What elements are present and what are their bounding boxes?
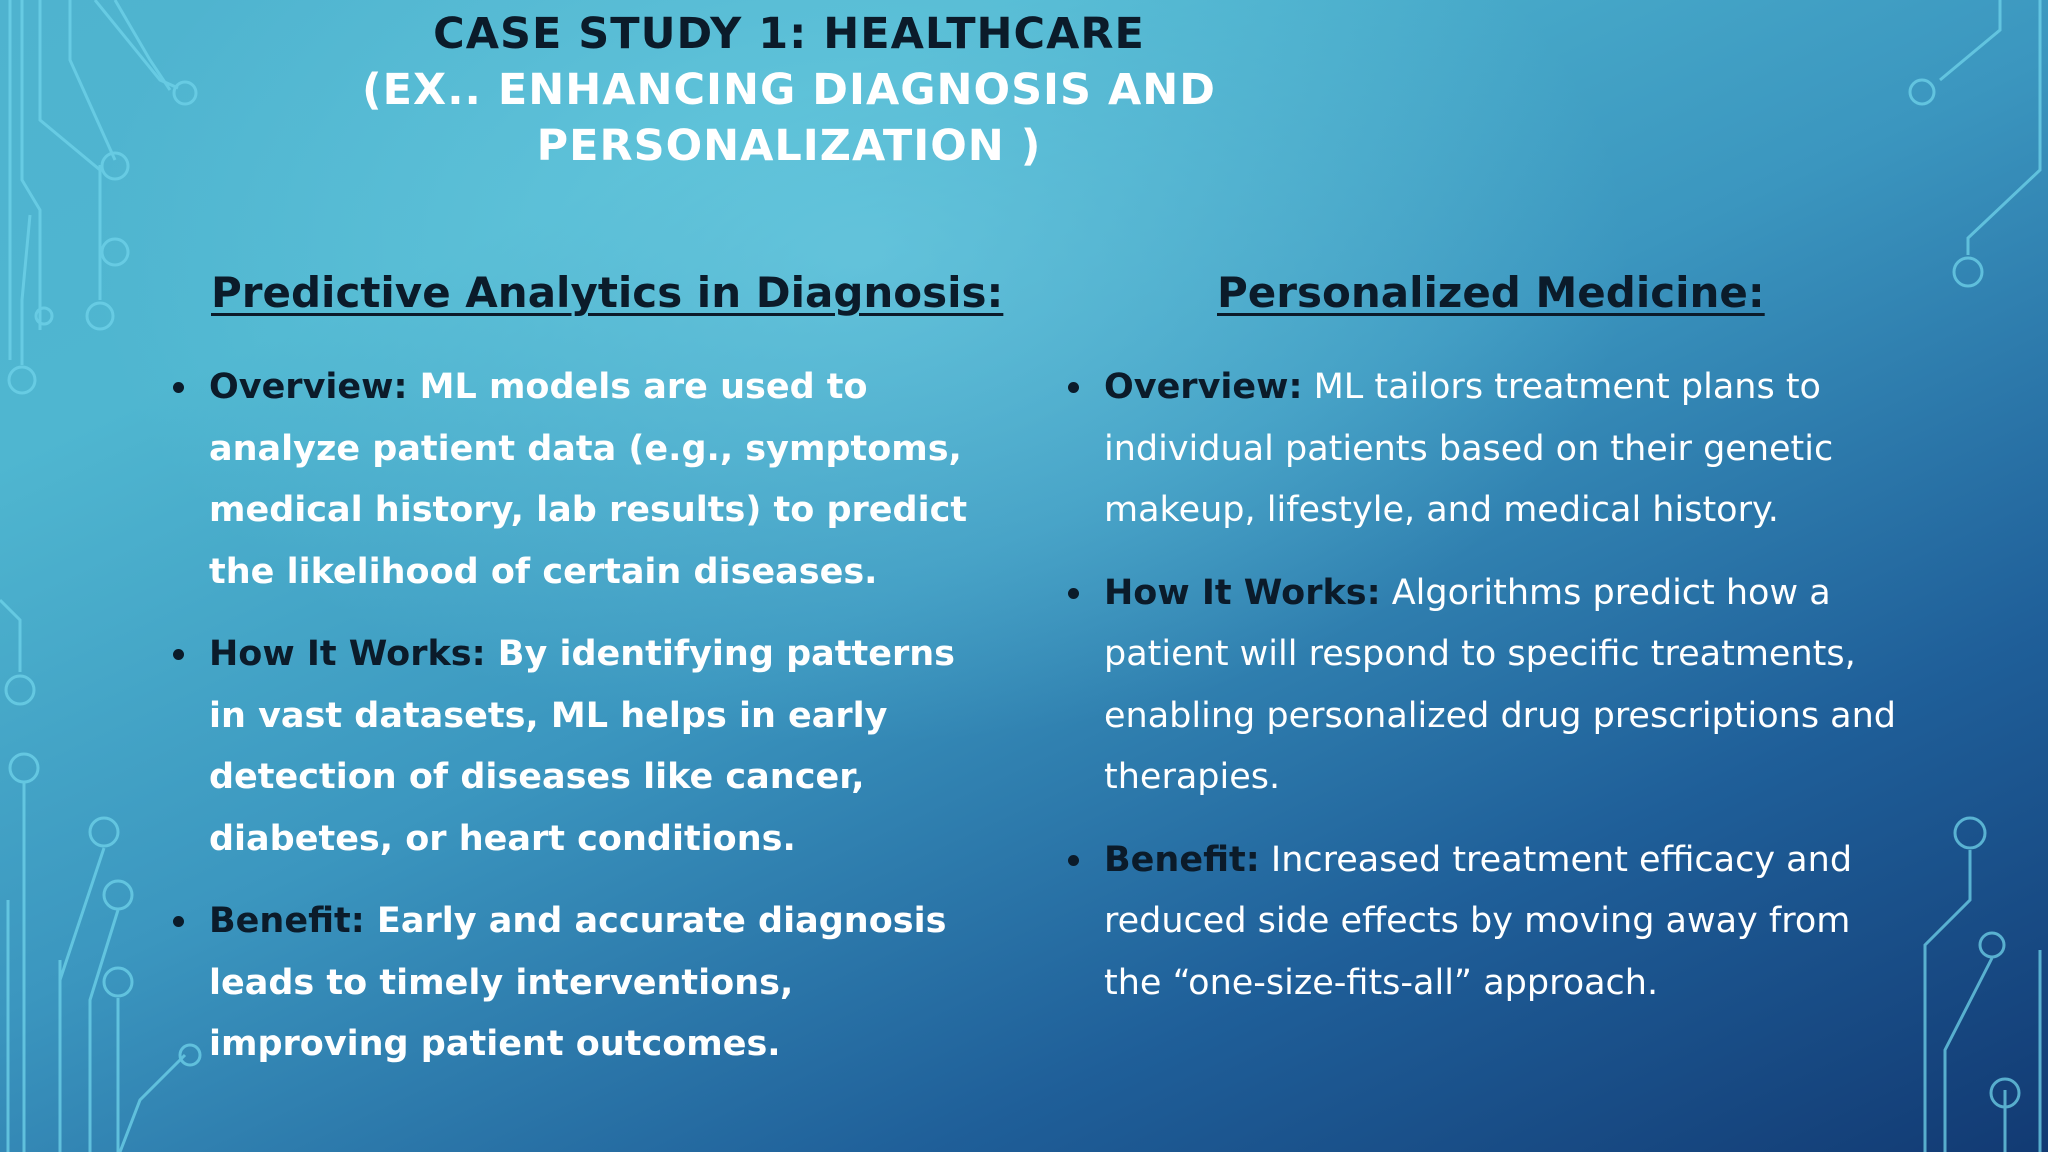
left-bullet-benefit [165, 891, 995, 1076]
right-column [1060, 268, 1910, 1035]
left-bullet-how-it-works [165, 624, 995, 870]
bullet-label: How It Works: [209, 634, 486, 674]
bullet-label: Overview: [1104, 367, 1303, 407]
bullet-label: Benefit: [1104, 839, 1260, 880]
right-bullet-list [1060, 357, 1910, 1014]
left-bullet-list [165, 357, 995, 1076]
right-bullet-overview [1060, 357, 1910, 542]
right-heading: Personalized Medicine: [1217, 268, 1765, 317]
left-heading: Predictive Analytics in Diagnosis: [211, 268, 1004, 317]
bullet-text: Early and accurate diagnosis leads to timely interventions, improving patient outcomes. [209, 901, 947, 1064]
bullet-text: Algorithms predict how a patient will respond to specific treatments, enabling personalized drug prescriptions and therapies. [1104, 572, 1897, 797]
title-line-2: (EX.. ENHANCING DIAGNOSIS AND [362, 65, 1216, 115]
right-bullet-how-it-works [1060, 563, 1910, 809]
bullet-text: Increased treatment efficacy and reduced side effects by moving away from the “one-size-fits-all” approach. [1104, 839, 1853, 1003]
bullet-text: ML tailors treatment plans to individual patients based on their genetic makeup, lifestyle, and medical history. [1104, 367, 1834, 530]
bullet-text: By identifying patterns in vast datasets, ML helps in early detection of diseases like cancer, diabetes, or heart conditions. [209, 634, 955, 859]
title-line-1: CASE STUDY 1: HEALTHCARE [433, 9, 1145, 59]
left-column [165, 268, 1004, 1097]
bullet-text: ML models are used to analyze patient data (e.g., symptoms, medical history, lab results) to predict the likelihood of certain diseases. [209, 367, 968, 592]
bullet-label: How It Works: [1104, 572, 1381, 613]
title-line-3: PERSONALIZATION ) [536, 121, 1042, 171]
slide-title [0, 6, 1578, 174]
left-bullet-overview [165, 357, 995, 603]
bullet-label: Benefit: [209, 901, 365, 941]
bullet-label: Overview: [209, 367, 408, 407]
right-bullet-benefit [1060, 830, 1910, 1015]
